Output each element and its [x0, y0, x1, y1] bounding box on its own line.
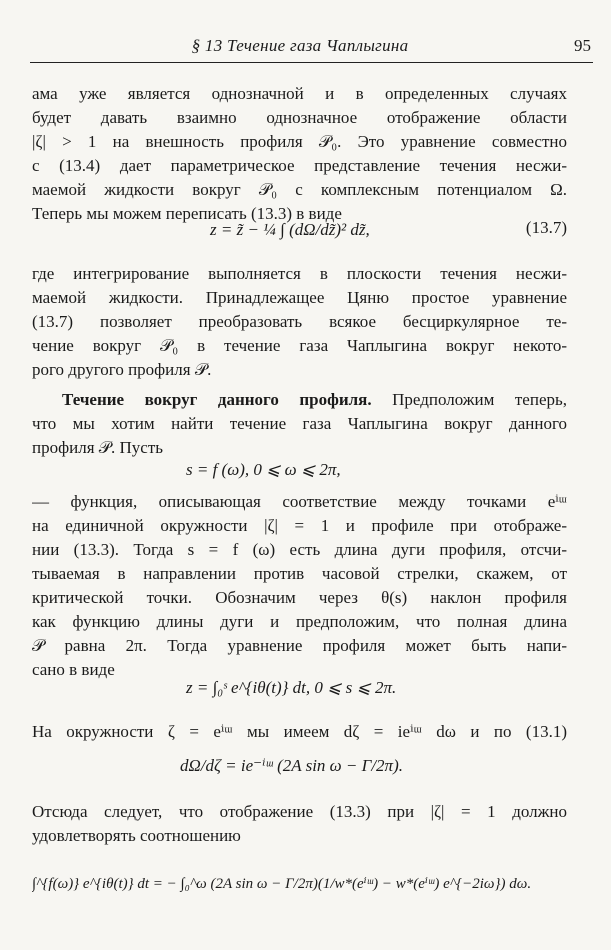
- equation-dOmega: dΩ/dζ = ie⁻ⁱᵚ (2A sin ω − Γ/2π).: [180, 756, 403, 775]
- section-heading: Течение вокруг данного профиля.: [62, 390, 372, 409]
- text-line: 𝒫 равна 2π. Тогда уравнение профиля может быть напи-: [32, 636, 567, 655]
- text-line: сано в виде: [32, 660, 115, 679]
- text-line: на единичной окружности |ζ| = 1 и профиле при отображе-: [32, 516, 567, 535]
- text-line: будет давать взаимно однозначное отображение области: [32, 108, 567, 127]
- header-title: § 13 Течение газа Чаплыгина: [191, 36, 409, 55]
- text-line: чение вокруг 𝒫₀ в течение газа Чаплыгина вокруг некото-: [32, 336, 567, 355]
- header-rule: [30, 62, 593, 63]
- text-line: На окружности ζ = eⁱᵚ мы имеем dζ = ieⁱᵚ dω и по (13.1): [32, 722, 567, 741]
- equation-13-7: z = z̃ − ¼ ∫ (dΩ/dz̃)² dz̃,: [210, 220, 370, 239]
- text-line: тываемая в направлении против часовой стрелки, скажем, от: [32, 564, 567, 583]
- equation-s: s = f (ω), 0 ⩽ ω ⩽ 2π,: [186, 460, 341, 479]
- text-line: маемой жидкости. Принадлежащее Цяню простое уравнение: [32, 288, 567, 307]
- text-line: маемой жидкости вокруг 𝒫₀ с комплексным потенциалом Ω.: [32, 180, 567, 199]
- text-line: что мы хотим найти течение газа Чаплыгина вокруг данного: [32, 414, 567, 433]
- text-line: (13.7) позволяет преобразовать всякое бесциркулярное те-: [32, 312, 567, 331]
- text-line: — функция, описывающая соответствие между точками eⁱᵚ: [32, 492, 567, 511]
- text-line: удовлетворять соотношению: [32, 826, 241, 845]
- text-line: ама уже является однозначной и в определенных случаях: [32, 84, 567, 103]
- text-line: Отсюда следует, что отображение (13.3) при |ζ| = 1 должно: [32, 802, 567, 821]
- section-heading-rest: Предположим теперь,: [392, 390, 567, 409]
- equation-number: (13.7): [525, 218, 567, 237]
- text-line: |ζ| > 1 на внешность профиля 𝒫₀. Это уравнение совместно: [32, 132, 567, 151]
- text-line: профиля 𝒫. Пусть: [32, 438, 164, 457]
- text-line: где интегрирование выполняется в плоскости течения несжи-: [32, 264, 567, 283]
- text-line: критической точки. Обозначим через θ(s) наклон профиля: [32, 588, 567, 607]
- equation-final: ∫^{f(ω)} e^{iθ(t)} dt = − ∫₀^ω (2A sin ω − Γ/2π)(1/w*(eⁱᵚ) − w*(eⁱᵚ) e^{−2iω}) dω.: [32, 876, 532, 892]
- text-line: как функцию длины дуги и предположим, что полная длина: [32, 612, 567, 631]
- page-number: 95: [574, 36, 591, 55]
- text-line: рого другого профиля 𝒫.: [32, 360, 212, 379]
- text-line: с (13.4) дает параметрическое представление течения несжи-: [32, 156, 567, 175]
- equation-profile: z = ∫₀ˢ e^{iθ(t)} dt, 0 ⩽ s ⩽ 2π.: [186, 678, 397, 697]
- text-line: нии (13.3). Тогда s = f (ω) есть длина дуги профиля, отсчи-: [32, 540, 567, 559]
- section-first-line: [62, 388, 567, 412]
- text-line: Теперь мы можем переписать (13.3) в виде: [32, 204, 342, 223]
